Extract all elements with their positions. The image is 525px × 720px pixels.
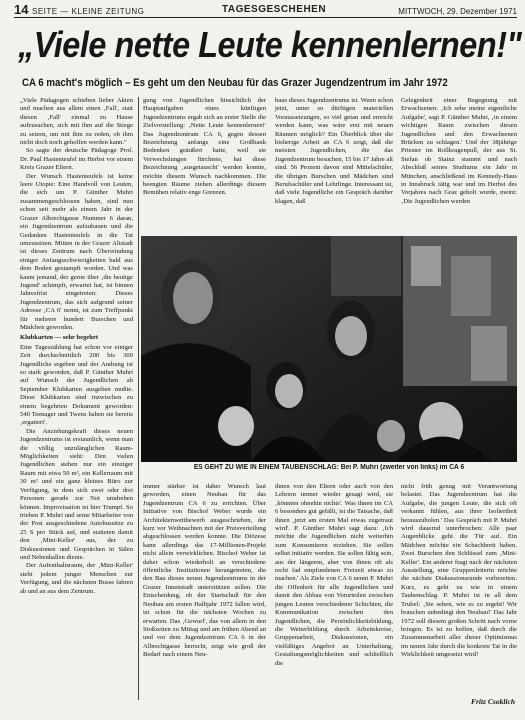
section-label: SEITE — KLEINE ZEITUNG xyxy=(32,7,145,16)
subheadline: CA 6 macht's möglich – Es geht um den Neubau für das Grazer Jugendzentrum im Jahr 1972 xyxy=(22,77,448,89)
paragraph: Die Anziehungskraft dieses neuen Jugendzentrums ist erstaunlich, wenn man die völlig unzulänglichen Raum-Möglichkeiten sieht: Den vielen Jugendlichen stehen nur ein einziger Raum mit etwa 50 m², ein Kellerraum mit 30 m² und ein ganz kleines Büro zur Verfügung, in dem sich zwei oder drei Personen gerade zur Not umdrehen können. Improvisation ist hier Trumpf. So trieben P. Muhri und seine Mitarbeiter von der Post ausgeschiedene Autobussitze zu 25 S pro Stück auf, und statteten damit den ‚Mini-Keller' aus, der zu Diskussionen und Gesprächen in Sälen und Nebenhallen diente. xyxy=(20,427,133,561)
text-column-1 xyxy=(20,97,133,700)
page-header xyxy=(14,3,517,18)
page-number: 14 xyxy=(14,2,29,17)
paragraph: gung von Jugendlichen hinsichtlich der Hauptaufgaben eines künftigen Jugendzentrums ergab sich an erster Stelle die Zielvorstellung: ‚Nette Leute kennenlernen!' Das Jugendzentrum CA 6, gegen dessen Bezeichnung anfangs eine Großbank Bedenken geäußert hatte, weil sie Verwechslungen fürchtete, hat diese Bezeichnung ‚ausgetauscht' werden konnte, möchte diesem Wunsch nachkommen. Die beengten Räume ziehen allerdings diesem Bemühen relativ enge Grenzen. xyxy=(143,97,266,197)
paragraph: Eine Tageszählung hat schon vor einiger Zeit durchschnittlich 200 bis 300 Jugendliche ergeben und der Andrang ist so stark geworden, daß P. Günther Muhri auf Wunsch der Jugendlichen ab September Klubkarten ausgeben mußte. Diese Klubkarten sind inzwischen zu einem begehrten Dokument geworden: 540 Teenager und Twens haben sie bereits ‚ergattert'. xyxy=(20,343,133,427)
text-column-3 xyxy=(275,97,393,233)
paragraph: Der Aufenthaltsraum, der ‚Mini-Keller' steht jedem junger Menschen zur Verfügung, und die nächsten Busse fahren ab und an aus dem Zentrum. xyxy=(20,562,133,595)
news-photo xyxy=(141,236,517,462)
paragraph: So sagte der deutsche Pädagoge Prof. Dr. Paul Hastenteufel im Herbst vor einem Kreis Grazer Eltern. xyxy=(20,147,133,172)
paragraph: baus dieses Jugendzentrums ist. Wenn schon jetzt, unter so dürftigen materiellen Voraussetzungen, so viel getan und erreicht werden kann, was wäre erst mit neuen Räumen möglich? Ein Überblick über die bisherige Arbeit an CA 6 zeigt, daß die meisten Jugendlichen, die das Jugendzentrum besuchen, 15 bis 17 Jahre alt sind. 56 Prozent davon sind Mittelschüler, die übrigen Burschen und Mädchen sind Berufsschüler und Lehrlinge. Interessant ist, daß viele Jugendliche ein Gespräch darüber klagen, daß xyxy=(275,97,393,205)
rubric-label: TAGESGESCHEHEN xyxy=(222,4,327,15)
paragraph: ihnen von den Eltern oder auch von den Lehrern immer wieder gesagt wird, sie ‚könnten ohnehin nichts'. Was ihnen im CA 6 besonders gut gefällt, ist die Tatsache, daß ihnen ‚jetzt am ersten Mal etwas zugetraut wird'. P. Günther Muhri sagt dazu: ‚Ich möchte die Jugendlichen nicht weiterhin zum Konsumieren erziehen. Sie sollen selbst initiativ werden. Sie sollen fähig sein, aus der längeren, aber von ihnen oft als recht fad empfundenen Freizeit etwas zu machen.' Als Ziele von CA 6 nennt P. Muhri die Offenheit für alle Jugendlichen und damit den Abbau von Vorurteilen zwischen jungen Leuten verschiedener Schichten, die Kommunikation zwischen den Jugendlichen, die Persönlichkeitsbildung, die Weiterbildung durch Arbeitskreise, Gruppenarbeit, Diskussionen, ein vielfältiges Angebot an Unterhaltung, Gestaltungsmöglichkeiten und schließlich die xyxy=(275,483,393,667)
text-column-3-lower xyxy=(275,483,393,700)
paragraph: „Viele Pädagogen schieben lieber Akten und machen aus allem einen ‚Fall', statt diesen ‚Fall' einmal zu Hause aufzusuchen, sich mit ihm auf die Stiege zu setzen, um mit ihm zu reden, ob ihm nicht doch noch geholfen werden kann." xyxy=(20,97,133,147)
paragraph: Der Wunsch Hastenteufels ist keine leere Utopie: Eine Handvoll von Leuten, die sich um P. Günther Muhri zusammengeschlossen haben, sind nun schon seit mehr als einem Jahr in der Grazer Albrechtgasse Nummer 6 daran, ein Jugendzentrum aufzubauen und die Gedanken Hastenteufels in die Tat umzusetzen. Mitten in der Grazer Altstadt ist dieses Zentrum nach Überwindung einiger Anfangsschwierigkeiten bald aus dem Boden gestampft worden. Und was kaum jemand, der gerne über ‚die heutige Jugend' schimpft, erwartet hat, ist binnen Jahresfrist eingetreten: Dieses Jugendzentrum, das sich aufgrund seiner Adresse ‚CA 6' nennt, ist zum Treffpunkt für mehrere hundert Burschen und Mädchen geworden. xyxy=(20,172,133,331)
headline: „Viele nette Leute kennenlernen!" xyxy=(18,24,522,65)
issue-date: MITTWOCH, 29. Dezember 1971 xyxy=(398,7,517,16)
paragraph: immer stärker ist daher Wunsch laut geworden, einen Neubau für das Jugendzentrum CA 6 zu errichten. Über Initiative von Bischof Weber wurde ein Architektenwettbewerb ausgeschrieben, der kurz vor Weihnachten mit der Preisverteilung abgeschlossen werden konnte. Die Diözese kann allerdings das 17-Millionen-Projekt nicht allein verwirklichen. Bischof Weber ist daher schon wiederholt an verschiedene öffentliche Institutionen herangetreten, die den Bau dieses neuen Jugendzentrums in der Grazer Innenstadt unterstützen sollen. Die Entscheidung, ob der Startschuß für den Neubau am ersten Halbjahr 1972 fallen wird, ist schon für die nächsten Wochen zu erwarten. Das ‚Gewurl', das von allem in den Stoßzeiten zu Mittag und am frühen Abend an und vor dem Jugendzentrum CA 6 in der Albrechtgasse herrscht, zeigt wie groß der Bedarf nach einem Neu- xyxy=(143,483,266,659)
author-byline: Fritz Csoklich xyxy=(471,697,515,706)
text-column-4-lower xyxy=(401,483,517,683)
subheading: Klubkarten — sehr begehrt xyxy=(20,334,99,342)
column-divider xyxy=(138,97,139,700)
text-column-2-lower xyxy=(143,483,266,700)
text-column-2 xyxy=(143,97,266,233)
photo-illustration xyxy=(141,236,517,462)
paragraph: nicht früh genug mit Verantwortung belastet. Das Jugendzentrum hat die Aufgabe, die jungen Leute, die sich oft verkannt fühlen, aus ihrer Isoliertheit herauszuholen.' Das Gespräch mit P. Muhri wird dauernd unterbrochen: Alle paar Augenblicke geht die Tür auf. Ein Mädchen möchte ein Schachbrett haben. Zwei Burschen den Schlüssel zum ‚Mini-Keller'. Ein anderer fragt nach der nächsten Ausstellung, eine Gruppenleiterin möchte die nächste Diskussionsrunde vorbereiten. Kurz, es geht zu wie in einem Taubenschlag. P. Muhri ist in all dem Trubel: ‚Sie sehen, wie es zu ergeht! Wir brauchen unbedingt den Neubau!' Das Jahr 1972 soll diesem großen Schritt nach vorne bringen. Es ist zu hoffen, daß durch die Zusammenarbeit aller dieser Optimismus im neuen Jahr durch die konkrete Tat in die Wirklichkeit umgesetzt wird! xyxy=(401,483,517,659)
text-column-4 xyxy=(401,97,517,233)
photo-caption: ES GEHT ZU WIE IN EINEM TAUBENSCHLAG: Bei P. Muhri (zweiter von links) im CA 6 xyxy=(193,464,465,471)
paragraph: Gelegenheit einer Begegnung mit Erwachsenen: ‚Ich sehe meine eigentliche Aufgabe', sagt P. Günther Muhri, ‚in einem wichtigen Raum zwischen diesen Jugendlichen und den Erwachsenen Brücken zu schlagen.' Und der 38jährige Priester im Rollkragenpull, der aus St. Stefan ob Stainz stammt und nach Abschluß seines Studiums ein Jahr in München, anschließend im Kennedy-Haus in Innsbruck tätig war und im Herbst des Vorjahres nach Graz geholt wurde, meint: ‚Die Jugendlichen werden xyxy=(401,97,517,205)
